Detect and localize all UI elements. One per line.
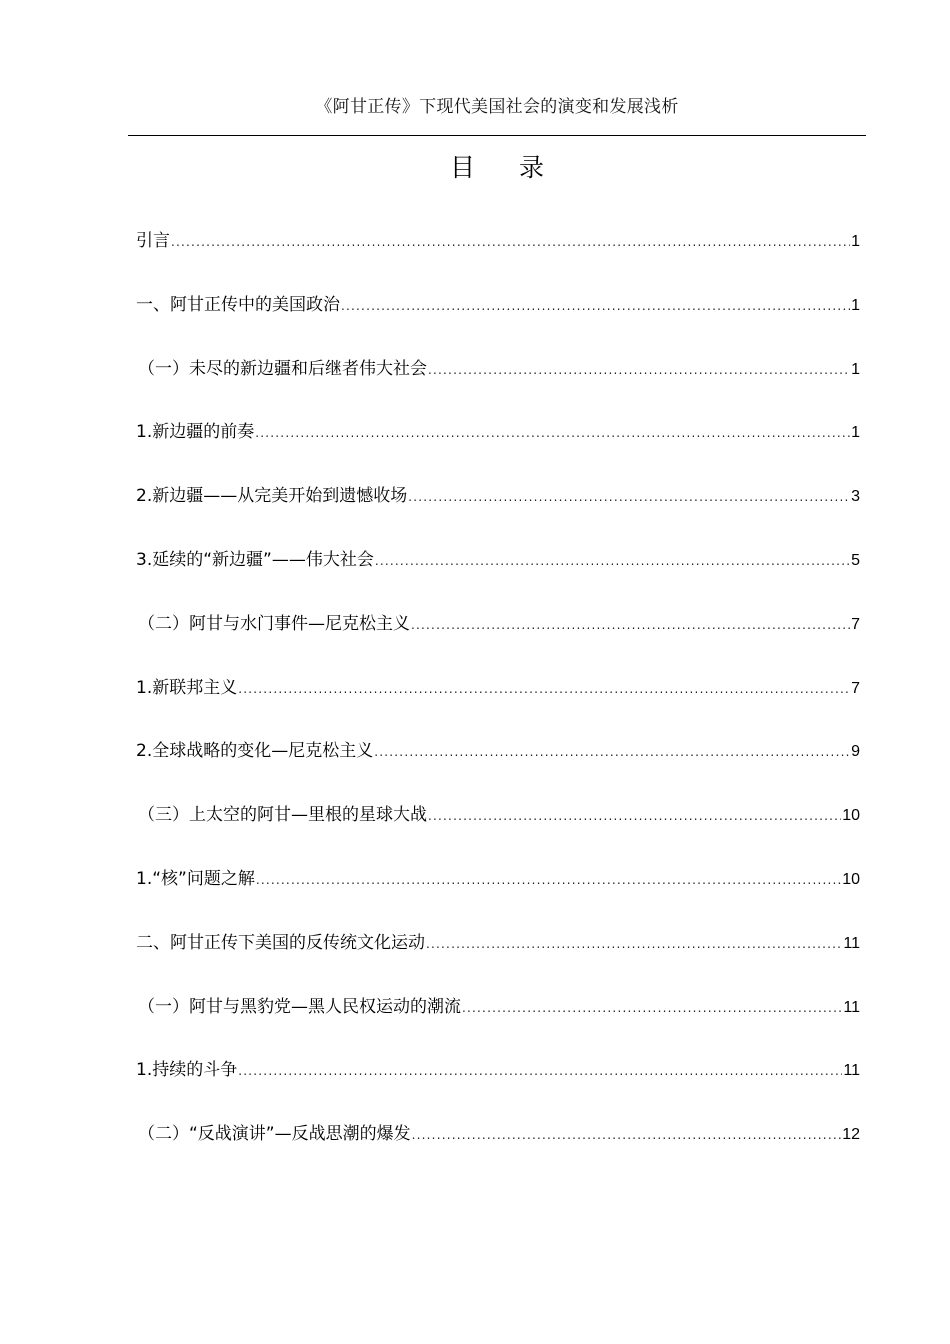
toc-entry[interactable] <box>136 612 860 676</box>
toc-entry-text: （三）上太空的阿甘—里根的星球大战 <box>138 805 427 826</box>
toc-dot-leader <box>256 868 841 892</box>
toc-entry[interactable] <box>136 1058 860 1122</box>
toc-entry[interactable] <box>136 484 860 548</box>
toc-entry-text: （一）阿甘与黑豹党—黑人民权运动的潮流 <box>138 996 461 1017</box>
toc-entry-page: 11 <box>843 934 860 952</box>
toc-entry-text: 引言 <box>136 231 170 251</box>
toc-entry-text: （二）“反战演讲”—反战思潮的爆发 <box>138 1124 411 1145</box>
toc-dot-leader <box>428 358 850 382</box>
toc-dot-leader <box>411 613 850 637</box>
toc-title: 目 录 <box>450 153 562 182</box>
toc-entry-text: 2.新边疆——从完美开始到遗憾收场 <box>136 486 408 507</box>
page-header-title: 《阿甘正传》下现代美国社会的演变和发展浅析 <box>315 97 679 117</box>
header-divider <box>128 135 866 136</box>
toc-entry-page: 7 <box>851 679 860 697</box>
toc-entry[interactable] <box>136 229 860 293</box>
toc-entry-page: 5 <box>851 551 860 569</box>
toc-dot-leader <box>428 804 841 828</box>
toc-entry[interactable] <box>136 739 860 803</box>
toc-dot-leader <box>171 230 850 254</box>
toc-dot-leader <box>374 740 850 764</box>
toc-entry-text: 一、阿甘正传中的美国政治 <box>136 294 340 315</box>
toc-entry-page: 1 <box>851 233 860 250</box>
toc-entry-page: 1 <box>851 424 860 442</box>
toc-entry[interactable] <box>136 1122 860 1186</box>
toc-dot-leader <box>238 677 850 701</box>
toc-entry[interactable] <box>136 803 860 867</box>
toc-dot-leader <box>412 1123 842 1147</box>
toc-entry[interactable] <box>136 995 860 1059</box>
toc-entry-page: 3 <box>851 488 860 506</box>
toc-entry-text: 1.“核”问题之解 <box>136 868 255 889</box>
toc-entry-text: （二）阿甘与水门事件—尼克松主义 <box>138 613 410 634</box>
toc-entry-page: 11 <box>843 998 860 1016</box>
toc-entry-text: 3.延续的“新边疆”——伟大社会 <box>136 549 374 570</box>
toc-entry[interactable] <box>136 420 860 484</box>
toc-entry[interactable] <box>136 357 860 421</box>
toc-entry-text: 1.新边疆的前奏 <box>136 422 255 443</box>
toc-entry-page: 1 <box>851 360 860 378</box>
toc-dot-leader <box>238 1059 842 1083</box>
toc-entry-text: 2.全球战略的变化—尼克松主义 <box>136 741 374 762</box>
toc-dot-leader <box>341 294 850 318</box>
toc-entry-page: 1 <box>851 296 860 314</box>
toc-dot-leader <box>408 485 850 509</box>
toc-entry[interactable] <box>136 548 860 612</box>
toc-entry[interactable] <box>136 293 860 357</box>
toc-entry-page: 10 <box>842 870 860 888</box>
toc-entry-text: （一）未尽的新边疆和后继者伟大社会 <box>138 358 427 379</box>
toc-dot-leader <box>426 932 842 956</box>
toc-entry-page: 12 <box>842 1126 860 1144</box>
toc-dot-leader <box>255 421 850 445</box>
toc-entry-page: 7 <box>851 615 860 633</box>
toc-entry[interactable] <box>136 676 860 740</box>
toc-entry[interactable] <box>136 867 860 931</box>
toc-entry[interactable] <box>136 931 860 995</box>
toc-entry-text: 1.新联邦主义 <box>136 677 238 698</box>
toc-entry-text: 二、阿甘正传下美国的反传统文化运动 <box>136 932 425 953</box>
toc-dot-leader <box>462 996 842 1020</box>
toc-list <box>136 229 860 1186</box>
toc-entry-page: 11 <box>843 1062 860 1080</box>
toc-entry-page: 9 <box>851 743 860 761</box>
toc-entry-page: 10 <box>842 807 860 825</box>
toc-entry-text: 1.持续的斗争 <box>136 1060 238 1081</box>
toc-dot-leader <box>375 549 850 573</box>
